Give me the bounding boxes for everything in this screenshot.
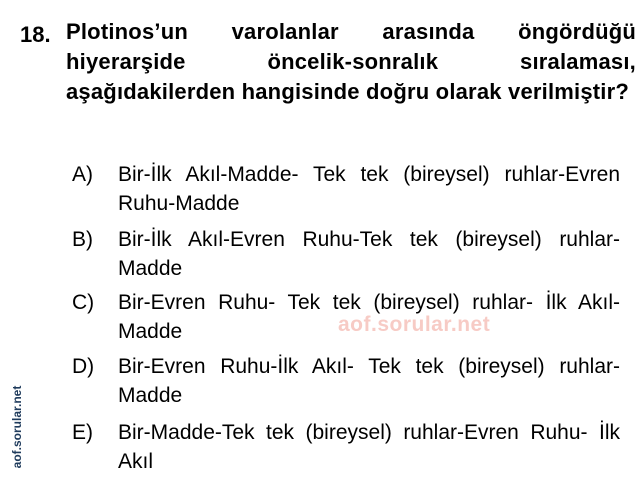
option-text: Bir-İlk Akıl-Madde- Tek tek (bireysel) ruhlar-Evren Ruhu-Madde bbox=[118, 163, 620, 215]
option-letter: E) bbox=[72, 421, 93, 444]
option-text: Bir-İlk Akıl-Evren Ruhu-Tek tek (bireysel) ruhlar-Madde bbox=[118, 228, 620, 280]
question-number: 18. bbox=[20, 22, 51, 47]
watermark-side: aof.sorular.net bbox=[10, 385, 24, 469]
watermark-center: aof.sorular.net bbox=[338, 313, 491, 336]
option-text: Bir-Evren Ruhu-İlk Akıl- Tek tek (bireysel) ruhlar-Madde bbox=[118, 355, 620, 407]
option-letter: B) bbox=[72, 228, 93, 251]
option-letter: C) bbox=[72, 291, 95, 314]
option-letter: D) bbox=[72, 355, 95, 378]
option-text: Bir-Evren Ruhu- Tek tek (bireysel) ruhlar- İlk Akıl-Madde bbox=[118, 291, 620, 343]
option-letter: A) bbox=[72, 163, 93, 186]
question-text: Plotinos’un varolanlar arasında öngördüğü hiyerarşide öncelik-sonralık sıralaması, aşağıdakilerden hangisinde doğru olarak verilmiştir? bbox=[66, 19, 636, 104]
option-text: Bir-Madde-Tek tek (bireysel) ruhlar-Evren Ruhu- İlk Akıl bbox=[118, 421, 620, 473]
